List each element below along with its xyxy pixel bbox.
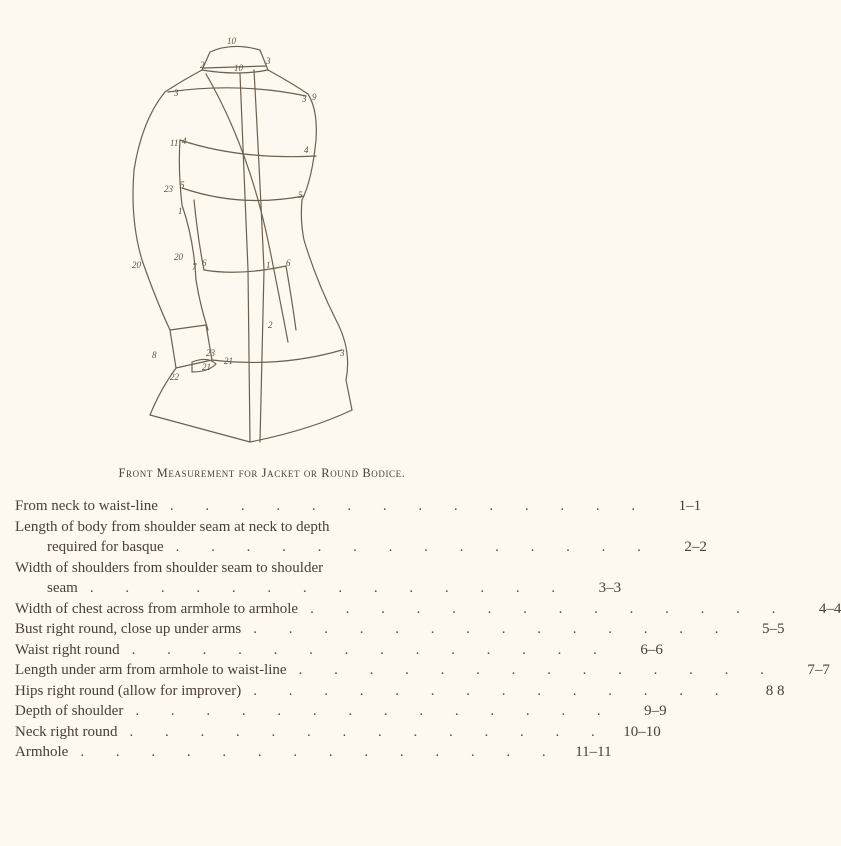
leader-dots: . . . . . . . . . . . . . .	[253, 682, 733, 699]
leader-dots: . . . . . . . . . . . . . .	[298, 662, 778, 678]
front-line-2	[254, 70, 264, 442]
row-label-cont: seam	[47, 580, 78, 596]
measurement-row	[15, 742, 612, 763]
label-3c: 3	[174, 88, 179, 98]
measurement-row	[15, 619, 785, 640]
leader-dots: . . . . . . . . . . . . . .	[253, 621, 733, 637]
row-number: 11–11	[575, 744, 612, 760]
measurement-row-cont	[15, 578, 622, 599]
label-9: 9	[312, 92, 317, 102]
label-23: 23	[164, 184, 173, 194]
leader-dots: . . . . . . . . . . . . . .	[131, 641, 611, 658]
row-label: Neck right round	[15, 723, 118, 740]
row-number: 1–1	[678, 498, 702, 514]
bodice-drawing	[120, 30, 370, 450]
row-label: Length under arm from armhole to waist-line	[15, 662, 287, 678]
leader-dots: . . . . . . . . . . . . . .	[80, 744, 560, 760]
label-7: 7	[192, 262, 197, 272]
dart-line-2	[206, 74, 288, 342]
label-1: 1	[178, 206, 183, 216]
row-number: 10–10	[623, 723, 661, 740]
label-5: 5	[180, 180, 185, 190]
row-label: Armhole	[15, 744, 69, 760]
dart-line-4	[286, 266, 296, 330]
leader-dots: . . . . . . . . . . . . . .	[135, 703, 615, 719]
line-5-5	[182, 188, 304, 201]
leader-dots: . . . . . . . . . . . . . .	[129, 723, 609, 740]
label-6b: 6	[286, 258, 291, 268]
measurement-row	[15, 496, 702, 517]
label-8: 8	[152, 350, 157, 360]
label-1b: 1	[266, 260, 271, 270]
label-11: 11	[170, 138, 179, 148]
label-4b: 4	[304, 145, 309, 155]
label-23b: 23	[206, 348, 215, 358]
left-body-side	[179, 140, 208, 330]
label-21b: 21	[202, 362, 211, 372]
row-number: 3–3	[598, 580, 622, 596]
row-label: From neck to waist-line	[15, 498, 158, 514]
right-side-outline	[301, 94, 352, 410]
label-21: 21	[224, 356, 233, 366]
row-number: 2–2	[684, 539, 707, 555]
label-3: 3	[266, 56, 271, 66]
line-4-4	[180, 140, 316, 157]
measurement-row	[15, 640, 663, 661]
measurement-row	[15, 722, 661, 743]
label-6: 6	[202, 258, 207, 268]
leader-dots: . . . . . . . . . . . . . .	[169, 498, 650, 514]
row-number: 4–4	[818, 600, 841, 617]
row-number: 7–7	[807, 662, 830, 678]
basque-outline	[150, 368, 352, 442]
row-label: Waist right round	[15, 641, 120, 658]
row-label: Depth of shoulder	[15, 703, 124, 719]
row-number: 6–6	[640, 641, 663, 658]
row-label: Hips right round (allow for improver)	[15, 682, 242, 699]
leader-dots: . . . . . . . . . . . . . .	[175, 539, 655, 555]
label-20: 20	[132, 260, 141, 270]
leader-dots: . . . . . . . . . . . . . .	[89, 580, 570, 596]
label-3b: 3	[302, 94, 307, 104]
measurement-row	[15, 701, 667, 722]
row-label: Length of body from shoulder seam at neck to depth	[15, 518, 330, 535]
measurement-row-cont	[15, 537, 707, 558]
label-5b: 5	[298, 190, 303, 200]
front-line-1	[240, 74, 250, 442]
measurement-row	[15, 517, 467, 538]
measurement-row	[15, 681, 785, 702]
measurement-table	[15, 496, 841, 763]
label-2: 2	[200, 60, 205, 70]
measurement-row	[15, 660, 830, 681]
label-4: 4	[182, 136, 187, 146]
label-10: 10	[227, 36, 236, 46]
label-3d: 3	[340, 348, 345, 358]
measurement-row	[15, 558, 467, 579]
figure-caption: Front Measurement for Jacket or Round Bodice.	[118, 466, 406, 480]
row-label: Width of chest across from armhole to armhole	[15, 600, 299, 617]
label-20b: 20	[174, 252, 183, 262]
row-label: Width of shoulders from shoulder seam to shoulder	[15, 559, 324, 576]
sleeve-left-outer	[133, 92, 170, 330]
row-number: 8 8	[765, 682, 785, 699]
label-22: 22	[170, 372, 179, 382]
line-3-3	[168, 88, 306, 96]
row-label: Bust right round, close up under arms	[15, 621, 242, 637]
row-number: 9–9	[644, 703, 667, 719]
row-label-cont: required for basque	[47, 539, 164, 555]
label-2b: 2	[268, 320, 273, 330]
bodice-diagram	[120, 30, 370, 450]
row-number: 5–5	[761, 621, 785, 637]
label-10b: 10	[234, 63, 243, 73]
measurement-row	[15, 599, 841, 620]
leader-dots: . . . . . . . . . . . . . .	[310, 600, 790, 617]
